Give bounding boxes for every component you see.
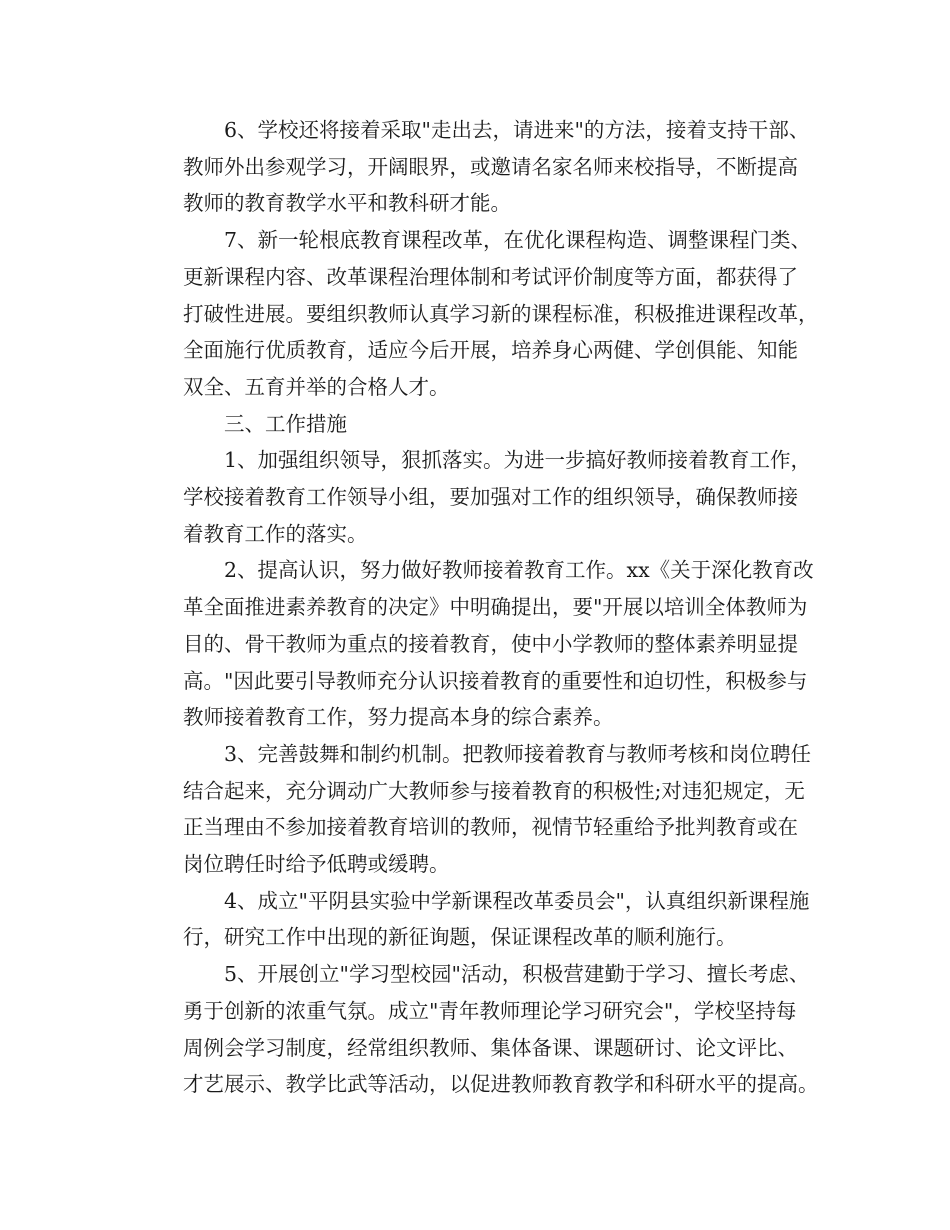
paragraph-line: 1、加强组织领导，狠抓落实。为进一步搞好教师接着教育工作， <box>224 448 812 473</box>
paragraph-line: 教师外出参观学习，开阔眼界，或邀请名家名师来校指导，不断提高 <box>183 154 798 179</box>
paragraph-line: 教师的教育教学水平和教科研才能。 <box>183 191 511 216</box>
section-heading <box>142 406 822 443</box>
paragraph-line: 高。"因此要引导教师充分认识接着教育的重要性和迫切性，积极参与 <box>183 668 808 693</box>
paragraph-7 <box>142 222 822 406</box>
paragraph-line: 革全面推进素养教育的决定》中明确提出，要"开展以培训全体教师为 <box>183 595 808 620</box>
paragraph-line: 7、新一轮根底教育课程改革，在优化课程构造、调整课程门类、 <box>224 228 812 253</box>
measure-5 <box>142 956 822 1103</box>
paragraph-line: 正当理由不参加接着教育培训的教师，视情节轻重给予批判教育或在 <box>183 815 798 840</box>
paragraph-line: 双全、五育并举的合格人才。 <box>183 374 450 399</box>
paragraph-line: 教师接着教育工作，努力提高本身的综合素养。 <box>183 705 614 730</box>
measure-2 <box>142 552 822 736</box>
section-heading-text: 三、工作措施 <box>224 411 347 436</box>
paragraph-line: 打破性进展。要组织教师认真学习新的课程标准，积极推进课程改革， <box>183 301 819 326</box>
measure-4 <box>142 883 822 956</box>
paragraph-line: 周例会学习制度，经常组织教师、集体备课、课题研讨、论文评比、 <box>183 1035 798 1060</box>
paragraph-line: 3、完善鼓舞和制约机制。把教师接着教育与教师考核和岗位聘任 <box>224 741 812 766</box>
measure-1 <box>142 442 822 552</box>
paragraph-line: 更新课程内容、改革课程治理体制和考试评价制度等方面，都获得了 <box>183 264 798 289</box>
paragraph-line: 岗位聘任时给予低聘或缓聘。 <box>183 852 450 877</box>
paragraph-line: 6、学校还将接着采取"走出去，请进来"的方法，接着支持干部、 <box>224 118 810 142</box>
paragraph-line: 才艺展示、教学比武等活动，以促进教师教育教学和科研水平的提高。 <box>183 1072 819 1097</box>
paragraph-line: 学校接着教育工作领导小组，要加强对工作的组织领导，确保教师接 <box>183 485 798 510</box>
paragraph-line: 全面施行优质教育，适应今后开展，培养身心两健、学创俱能、知能 <box>183 338 798 363</box>
paragraph-line: 目的、骨干教师为重点的接着教育，使中小学教师的整体素养明显提 <box>183 631 798 656</box>
paragraph-line: 结合起来，充分调动广大教师参与接着教育的积极性;对违犯规定，无 <box>183 778 805 803</box>
paragraph-line: 4、成立"平阴县实验中学新课程改革委员会"，认真组织新课程施 <box>224 888 810 913</box>
paragraph-line: 勇于创新的浓重气氛。成立"青年教师理论学习研究会"，学校坚持每 <box>183 998 797 1023</box>
paragraph-line: 2、提高认识，努力做好教师接着教育工作。xx《关于深化教育改 <box>224 558 814 583</box>
paragraph-line: 行，研究工作中出现的新征询题，保证课程改革的顺利施行。 <box>183 925 737 950</box>
document-page <box>142 112 822 1103</box>
paragraph-line: 着教育工作的落实。 <box>183 521 368 546</box>
measure-3 <box>142 736 822 883</box>
paragraph-6 <box>142 112 822 222</box>
paragraph-line: 5、开展创立"学习型校园"活动，积极营建勤于学习、擅长考虑、 <box>224 962 810 987</box>
